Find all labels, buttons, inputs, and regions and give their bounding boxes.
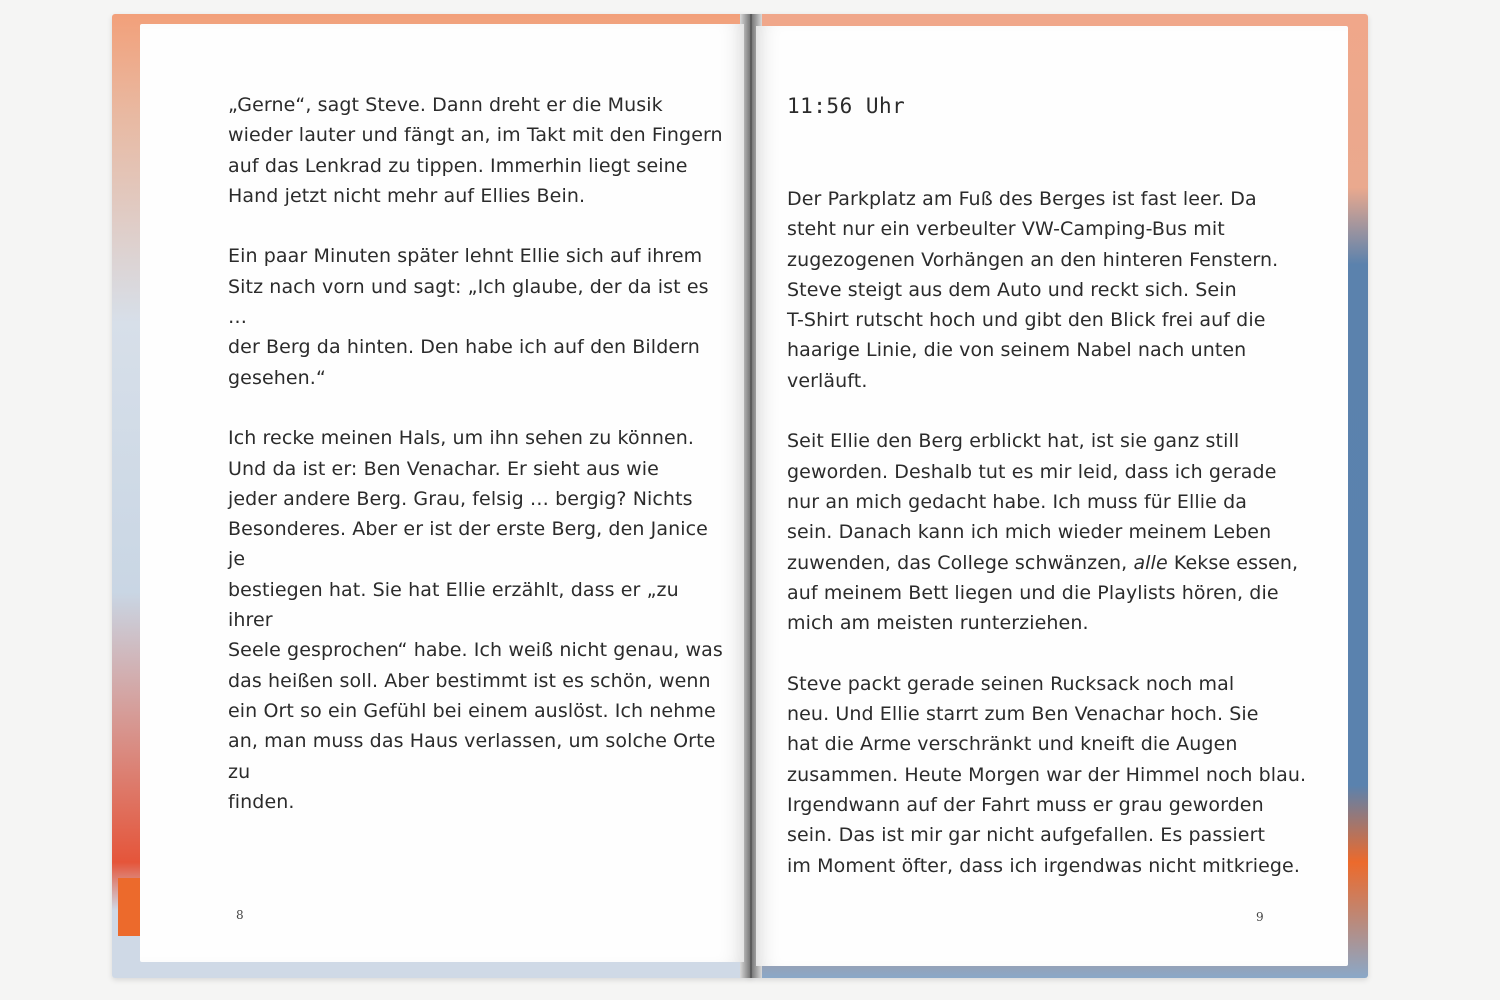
paragraph: Der Parkplatz am Fuß des Berges ist fast leer. Da steht nur ein verbeulter VW-Camping-Bus mit zugezogenen Vorhängen an den hinteren Fenstern. Steve steigt aus dem Auto und reckt sich. Sein T-Shirt rutscht hoch und gibt den Blick frei auf die haarige Linie, die von seinem Nabel nach unten verläuft.	[787, 188, 1279, 392]
left-page	[140, 24, 744, 962]
paragraph: Ein paar Minuten später lehnt Ellie sich auf ihrem Sitz nach vorn und sagt: „Ich glaube, der da ist es … der Berg da hinten. Den habe ich auf den Bildern gesehen.“	[228, 245, 709, 389]
page-number: 9	[1256, 910, 1264, 924]
emphasized-word: alle	[1133, 551, 1168, 574]
paragraph: Ich recke meinen Hals, um ihn sehen zu können. Und da ist er: Ben Venachar. Er sieht aus wie jeder andere Berg. Grau, felsig … bergig? Nichts Besonderes. Aber er ist der erste Berg, den Janice je bestiegen hat. Sie hat Ellie erzählt, dass er „zu ihrer Seele gesprochen“ habe. Ich weiß nicht genau, was das heißen soll. Aber bestimmt ist es schön, wenn ein Ort so ein Gefühl bei einem auslöst. Ich nehme an, man muss das Haus verlassen, um solche Orte zu finden.	[228, 427, 723, 813]
paragraph-text: Kekse essen, auf meinem Bett liegen und die Playlists hören, die mich am meisten runterziehen.	[787, 551, 1299, 635]
left-page-text	[228, 90, 728, 847]
paragraph: Steve packt gerade seinen Rucksack noch mal neu. Und Ellie starrt zum Ben Venachar hoch. Sie hat die Arme verschränkt und kneift die Augen zusammen. Heute Morgen war der Himmel noch blau. Irgendwann auf der Fahrt muss er grau geworden sein. Das ist mir gar nicht aufgefallen. Es passiert im Moment öfter, dass ich irgendwas nicht mitkriege.	[787, 672, 1307, 877]
paragraph	[787, 426, 1307, 638]
chapter-time-heading: 11:56 Uhr	[787, 94, 906, 118]
right-page-text	[787, 184, 1307, 911]
page-number: 8	[236, 908, 244, 922]
right-page	[756, 26, 1348, 966]
paragraph: „Gerne“, sagt Steve. Dann dreht er die Musik wieder lauter und fängt an, im Takt mit den Fingern auf das Lenkrad zu tippen. Immerhin liegt seine Hand jetzt nicht mehr auf Ellies Bein.	[228, 94, 723, 207]
paragraph-text: Seit Ellie den Berg erblickt hat, ist sie ganz still geworden. Deshalb tut es mir leid, dass ich gerade nur an mich gedacht habe. Ich muss für Ellie da sein. Danach kann ich mich wieder meinem Leben zuwenden, das College schwänzen,	[787, 430, 1277, 574]
